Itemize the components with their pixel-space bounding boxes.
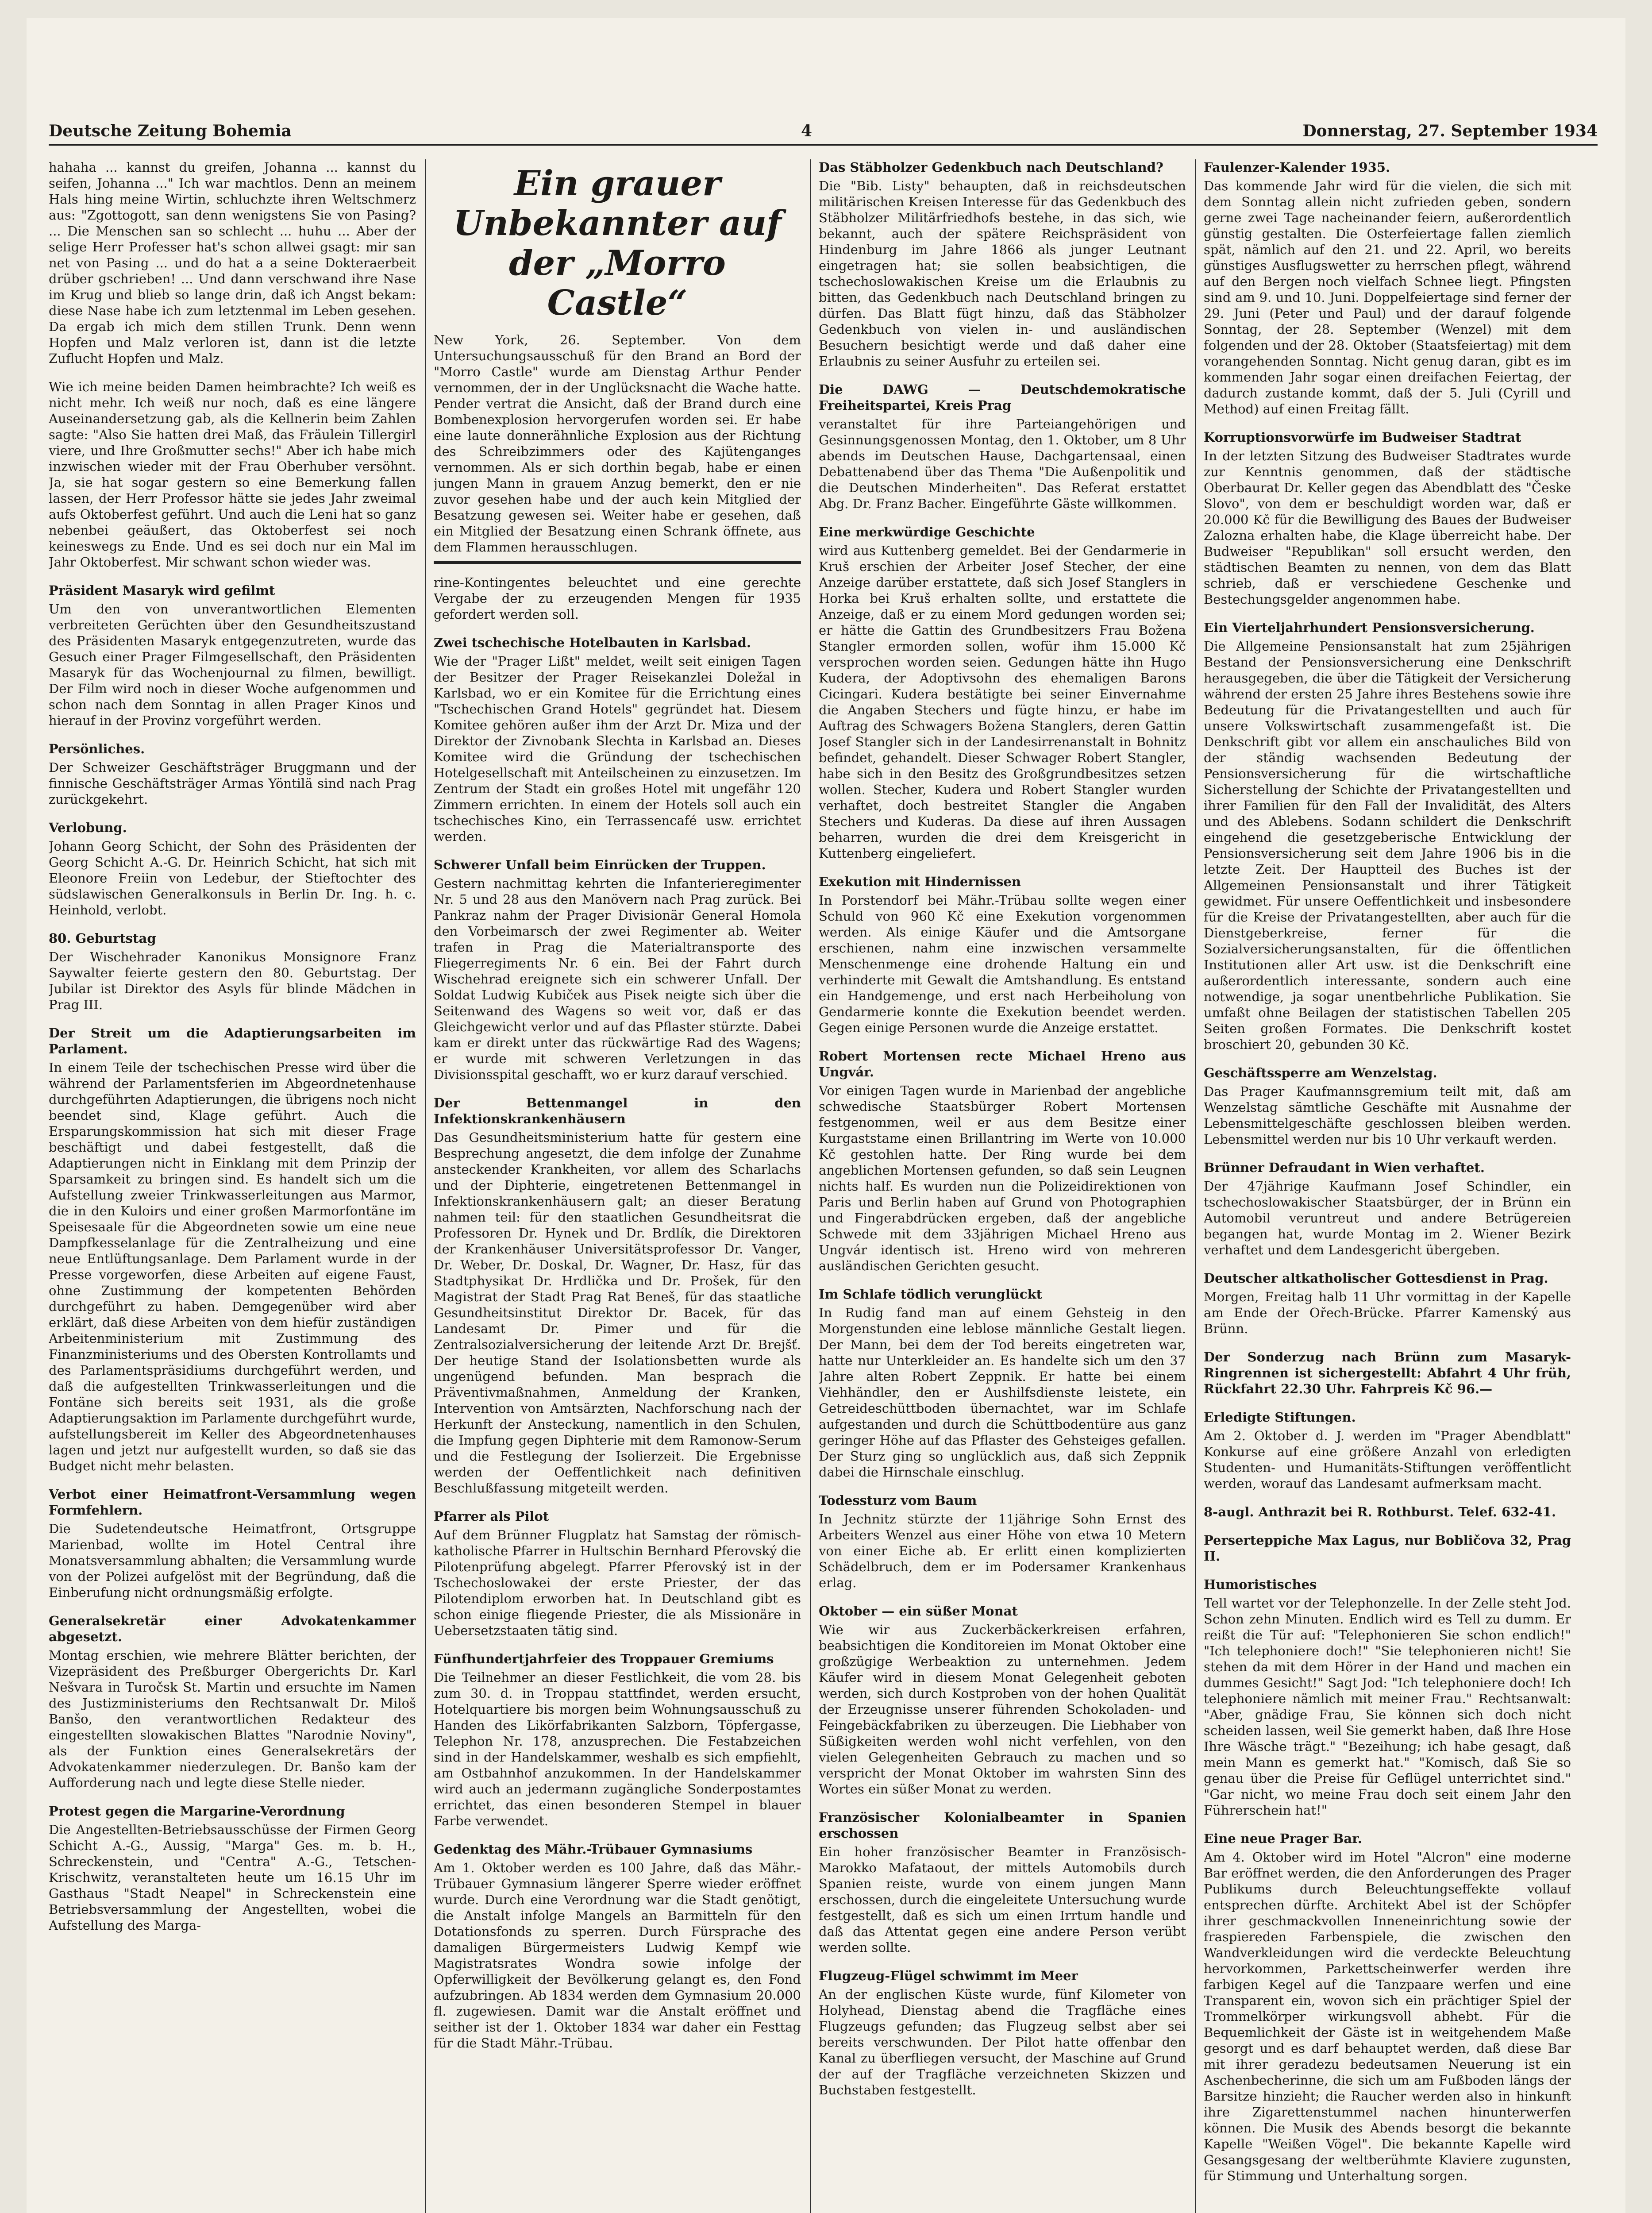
article-headline: Der Bettenmangel in den Infektionskrankenhäusern bbox=[434, 1095, 801, 1126]
article bbox=[434, 1095, 801, 1496]
lead-text: New York, 26. September. Von dem Untersuchungsausschuß für den Brand an Bord der "Morro Castle" wurde am Dienstag Arthur Pender vernommen, der in der Unglücksnacht die Wache hatte. Pender vertrat die Ansicht, daß der Brand durch eine Bombenexplosion hervorgerufen worden sei. Er habe eine laute donnerähnliche Explosion aus der Richtung des Schreibzimmers oder des Kajütenganges vernommen. Als er sich dorthin begab, habe er einen jungen Mann in grauem Anzug bemerkt, den er nie zuvor gesehen habe und der auch kein Mitglied der Besatzung gewesen sei. Weiter habe er gesehen, daß ein Mitglied der Besatzung einen Schrank öffnete, aus dem Flammen herausschlugen. bbox=[434, 332, 801, 555]
article-text: Der Schweizer Geschäftsträger Bruggmann und der finnische Geschäftsträger Armas Yöntilä sind nach Prag zurückgekehrt. bbox=[49, 760, 416, 807]
article bbox=[1204, 1577, 1571, 1818]
article-headline: 80. Geburtstag bbox=[49, 931, 156, 946]
article bbox=[1204, 1065, 1571, 1147]
article-headline: Humoristisches bbox=[1204, 1577, 1317, 1592]
article-text: Die "Bib. Listy" behaupten, daß in reichsdeutschen militärischen Kreisen Interesse für das Gedenkbuch des Stäbholzer Militärfriedhofs bestehe, in das sich, wie bekannt, auch der spätere Reichspräsident von Hindenburg im Jahre 1866 als junger Leutnant eingetragen hat; sie sollen beabsichtigen, die tschechoslowakischen Kreise um die Erlaubnis zu bitten, das Gedenkbuch nach Deutschland bringen zu dürfen. Das Blatt fügt hinzu, daß das Stäbholzer Gedenkbuch von vielen in- und ausländischen Besuchern besichtigt werde und daß daher eine Erlaubnis zu seiner Ausfuhr zu erteilen sei. bbox=[819, 178, 1186, 369]
article bbox=[1204, 429, 1571, 607]
column-4 bbox=[1204, 159, 1571, 2213]
article-text: In Porstendorf bei Mähr.-Trübau sollte wegen einer Schuld von 960 Kč eine Exekution vorgenommen werden. Als einige Käufer und die Amtsorgane erschienen, nahm eine inzwischen versammelte Menschenmenge eine drohende Haltung ein und verhinderte mit Gewalt die Amtshandlung. Es entstand ein Handgemenge, und erst nach Herbeiholung von Gendarmerie konnte die Exekution beendet werden. Gegen einige Personen wurde die Anzeige erstattet. bbox=[819, 893, 1186, 1035]
article bbox=[819, 159, 1186, 369]
article-text: Am 2. Oktober d. J. werden im "Prager Abendblatt" Konkurse auf eine größere Anzahl von erledigten Studenten- und Humanitäts-Stiftungen veröffentlicht werden, worauf das Landesamt aufmerksam macht. bbox=[1204, 1428, 1571, 1491]
article-headline: Französischer Kolonialbeamter in Spanien erschossen bbox=[819, 1810, 1186, 1841]
article-text: Tell wartet vor der Telephonzelle. In der Zelle steht Jod. Schon zehn Minuten. Endlich wird es Tell zu dumm. Er reißt die Tür auf: "Telephonieren Sie schon endlich!" "Ich telephoniere doch!" "Sie telephonieren nicht! Sie stehen da mit dem Hörer in der Hand und machen ein dummes Gesicht!" Sagt Jod: "Ich telephoniere doch! Ich telephoniere nämlich mit meiner Frau." Rechtsanwalt: "Aber, gnädige Frau, Sie können sich doch nicht scheiden lassen, weil Sie gemerkt haben, daß Ihre Hose Ihre Wäsche trägt." "Bezeihung; ich habe gesagt, daß mein Mann es gemerkt hat." "Komisch, daß Sie so genau über die Preise für Geflügel unterrichtet sind." "Gar nicht, wo meine Frau doch seit einem Jahr den Führerschein hat!" bbox=[1204, 1596, 1571, 1818]
article-headline: Im Schlafe tödlich verunglückt bbox=[819, 1287, 1043, 1302]
article bbox=[1204, 620, 1571, 1053]
column-rule bbox=[1195, 159, 1196, 2213]
article-text: Am 1. Oktober werden es 100 Jahre, daß das Mähr.-Trübauer Gymnasium längerer Sperre wieder eröffnet wurde. Durch eine Verordnung war die Stadt genötigt, die Anstalt infolge Mangels an Barmitteln für den Dotationsfonds zu sperren. Durch Fürsprache des damaligen Bürgermeisters Ludwig Kempf wie Magistratsrates Wondra sowie infolge der Opferwilligkeit der Bevölkerung gelangt es, den Fond aufzubringen. Ab 1834 werden dem Gymnasium 20.000 fl. zugewiesen. Damit war die Anstalt eröffnet und seither ist der 1. Oktober 1834 war daher ein Festtag für die Stadt Mähr.-Trübau. bbox=[434, 1860, 801, 2051]
article bbox=[819, 382, 1186, 512]
column-2 bbox=[434, 159, 801, 2213]
issue-date: Donnerstag, 27. September 1934 bbox=[1302, 122, 1598, 140]
article-text: Wie der "Prager Lißt" meldet, weilt seit einigen Tagen der Besitzer der Prager Reisekanzlei Doležal in Karlsbad, wo er ein Komitee für die Errichtung eines "Tschechischen Grand Hotels" gegründet hat. Diesem Komitee gehören außer ihm der Arzt Dr. Miza und der Direktor der Zivnobank Slechta in Karlsbad an. Dieses Komitee wird die Gründung der tschechischen Hotelgesellschaft mit Anteilscheinen zu einzusetzen. Im Zentrum der Stadt ein großes Hotel mit ungefähr 120 Zimmern errichten. In einem der Hotels soll auch ein tschechisches Kino, ein Terrassencafé usw. errichtet werden. bbox=[434, 654, 801, 844]
article-headline: Faulenzer-Kalender 1935. bbox=[1204, 160, 1390, 175]
article-text: Das Prager Kaufmannsgremium teilt mit, daß am Wenzelstag sämtliche Geschäfte mit Ausnahme der Lebensmittelgeschäfte geschlossen bleiben werden. Lebensmittel werden nur bis 10 Uhr verkauft werden. bbox=[1204, 1084, 1571, 1147]
article-text: rine-Kontingentes beleuchtet und eine gerechte Vergabe der zu erzeugenden Mengen für 1935 gefordert werden soll. bbox=[434, 575, 801, 622]
article-headline: Der Sonderzug nach Brünn zum Masaryk-Ringrennen ist sichergestellt: Abfahrt 4 Uhr früh, Rückfahrt 22.30 Uhr. Fahrpreis Kč 96.— bbox=[1204, 1349, 1571, 1396]
article-text: An der englischen Küste wurde, fünf Kilometer von Holyhead, Dienstag abend die Tragfläche eines Flugzeugs gefunden; das Flugzeug selbst aber sei bereits verschwunden. Der Pilot hatte offenbar den Kanal zu überfliegen versucht, der Maschine auf Grund der auf der Tragfläche verzeichneten Skizzen und Buchstaben festgestellt. bbox=[819, 1987, 1186, 2097]
article bbox=[49, 1486, 416, 1600]
column-rule bbox=[425, 159, 426, 2213]
article-headline: Ein Vierteljahrhundert Pensionsversicherung. bbox=[1204, 620, 1535, 635]
column-rule bbox=[810, 159, 811, 2213]
article-text: Montag erschien, wie mehrere Blätter berichten, der Vizepräsident des Preßburger Obergerichts Dr. Karl Nešvara in Turočsk St. Martin und ersuchte im Namen des Justizministeriums den Rechtsanwalt Dr. Miloš Banšo, den verantwortlichen Redakteur des eingestellten slowakischen Blattes "Narodnie Noviny", als der Funktion eines Generalsekretärs der Advokatenkammer niederzulegen. Dr. Banšo kam der Aufforderung nach und legte diese Stelle nieder. bbox=[49, 1648, 416, 1790]
article-text: Um den von unverantwortlichen Elementen verbreiteten Gerüchten über den Gesundheitszustand des Präsidenten Masaryk entgegenzutreten, wurde das Gesuch einer Prager Filmgesellschaft, den Präsidenten Masaryk für das Wochenjournal zu filmen, bewilligt. Der Film wird noch in dieser Woche aufgenommen und schon nach dem Sonntag in allen Prager Kinos und hierauf in der Provinz vorgeführt werden. bbox=[49, 601, 416, 728]
article-headline: Pfarrer als Pilot bbox=[434, 1509, 549, 1524]
article-headline: Verbot einer Heimatfront-Versammlung wegen Formfehlern. bbox=[49, 1487, 416, 1518]
article-text: Wie wir aus Zuckerbäckerkreisen erfahren, beabsichtigen die Konditoreien im Monat Oktober eine großzügige Werbeaktion zu unternehmen. Jedem Käufer wird in diesem Monat Gelegenheit geboten werden, sich durch Kostproben von der hohen Qualität der Erzeugnisse unserer führenden Schokoladen- und Feingebäckfabriken zu überzeugen. Die Liebhaber von Süßigkeiten werden wohl nicht verfehlen, von den vielen Gelegenheiten Gebrauch zu machen und so verspricht der Monat Oktober im wahrsten Sinn des Wortes ein süßer Monat zu werden. bbox=[819, 1622, 1186, 1797]
article-text: Morgen, Freitag halb 11 Uhr vormittag in der Kapelle am Ende der Ořech-Brücke. Pfarrer Kamenský aus Brünn. bbox=[1204, 1289, 1571, 1336]
article bbox=[1204, 1831, 1571, 2184]
article bbox=[49, 820, 416, 918]
article-text: Das kommende Jahr wird für die vielen, die sich mit dem Sonntag allein nicht zufrieden geben, sondern gerne zwei Tage nacheinander feiern, außerordentlich günstig gestalten. Die Osterfeiertage fallen ziemlich spät, nämlich auf den 21. und 22. April, wo bereits günstiges Ausflugswetter zu herrschen pflegt, während auf den Bergen noch vielfach Schnee liegt. Pfingsten sind am 9. und 10. Juni. Doppelfeiertage sind ferner der 29. Juni (Peter und Paul) und der darauf folgende Sonntag, der 28. September (Wenzel) mit dem folgenden und der 28. Oktober (Staatsfeiertag) mit dem vorangehenden Sonntag. Nicht genug daran, gibt es im kommenden Jahr sogar einen dreifachen Feiertag, der dadurch zustande kommt, daß der 5. Juli (Cyrill und Method) auf einen Freitag fällt. bbox=[1204, 178, 1571, 416]
article bbox=[434, 574, 801, 622]
article bbox=[49, 741, 416, 807]
article bbox=[1204, 1270, 1571, 1337]
article-text: Ein hoher französischer Beamter in Französisch-Marokko Mafataout, der mittels Automobils durch Spanien reiste, wurde von einem jungen Mann erschossen, durch die eingeleitete Untersuchung wurde festgestellt, daß es sich um einen Irrtum handle und daß das Attentat gegen eine andere Person verübt werden sollte. bbox=[819, 1844, 1186, 1955]
article-text: Der 47jährige Kaufmann Josef Schindler, ein tschechoslowakischer Staatsbürger, der in Brünn ein Automobil veruntreut und andere Betrügereien begangen hat, wurde Montag im 2. Wiener Bezirk verhaftet und dem Landesgericht übergeben. bbox=[1204, 1179, 1571, 1257]
article bbox=[1204, 1504, 1571, 1520]
article-text: veranstaltet für ihre Parteiangehörigen und Gesinnungsgenossen Montag, den 1. Oktober, um 8 Uhr abends im Deutschen Hause, Dachgartensaal, einen Debattenabend über das Thema "Die Außenpolitik und die Deutschen Minderheiten". Das Referat erstattet Abg. Dr. Franz Bacher. Eingeführte Gäste willkommen. bbox=[819, 416, 1186, 511]
newspaper-name: Deutsche Zeitung Bohemia bbox=[49, 122, 292, 140]
article-headline: Korruptionsvorwürfe im Budweiser Stadtrat bbox=[1204, 430, 1521, 445]
article-headline: Zwei tschechische Hotelbauten in Karlsbad. bbox=[434, 635, 751, 650]
article bbox=[1204, 1349, 1571, 1397]
column-3 bbox=[819, 159, 1186, 2213]
article-headline: Flugzeug-Flügel schwimmt im Meer bbox=[819, 1968, 1078, 1983]
article-headline: Deutscher altkatholischer Gottesdienst in Prag. bbox=[1204, 1271, 1548, 1286]
article-text: Wie ich meine beiden Damen heimbrachte? Ich weiß es nicht mehr. Ich weiß nur noch, daß es eine längere Auseinandersetzung gab, als die Kellnerin beim Zahlen sagte: "Also Sie hatten drei Maß, das Fräulein Tillergirl viere, und Ihre Großmutter sechs!" Aber ich habe mich inzwischen wieder mit der Frau Oberhuber versöhnt. Ja, sie hat sogar gestern so eine Bemerkung fallen lassen, der Herr Professor hätte sie jedes Jahr zweimal aufs Oktoberfest geführt. Und auch die Leni hat so ganz nebenbei geäußert, das Oktoberfest sei noch keineswegs zu Ende. Und es sei doch nur ein Mal im Jahr Oktoberfest. Mir schwant schon wieder was. bbox=[49, 379, 416, 570]
article bbox=[49, 582, 416, 729]
article bbox=[434, 857, 801, 1083]
article-headline: 8-augl. Anthrazit bei R. Rothburst. Telef. 632-41. bbox=[1204, 1504, 1556, 1519]
article-headline: Protest gegen die Margarine-Verordnung bbox=[49, 1804, 345, 1819]
page-number: 4 bbox=[801, 122, 813, 140]
article bbox=[819, 1048, 1186, 1274]
article-text: Gestern nachmittag kehrten die Infanterieregimenter Nr. 5 und 28 aus den Manövern nach Prag zurück. Bei Pankraz nahm der Prager Divisionär General Homola den Vorbeimarsch der zwei Regimenter ab. Weiter trafen in Prag die Materialtransporte des Fliegerregiments Nr. 6 ein. Bei der Fahrt durch Wischehrad ereignete sich ein schwerer Unfall. Der Soldat Ludwig Kubiček aus Pisek neigte sich über die Seitenwand des Wagens so weit vor, daß er das Gleichgewicht verlor und auf das Pflaster stürzte. Dabei kam er direkt unter das rückwärtige Rad des Wagens; er wurde mit schweren Verletzungen in das Divisionsspital geschafft, wo er kurz darauf verschied. bbox=[434, 876, 801, 1082]
article bbox=[1204, 1532, 1571, 1564]
article bbox=[819, 874, 1186, 1036]
column-2-articles bbox=[434, 574, 801, 2051]
article bbox=[819, 1809, 1186, 1955]
article-text: wird aus Kuttenberg gemeldet. Bei der Gendarmerie in Kruš erschien der Arbeiter Josef Stecher, der eine Anzeige darüber erstattete, daß sich Josef Stanglers in Horka bei Kruš erhalten sollte, und erstattete die Anzeige, daß er zu einem Mord gedungen worden sei; er hätte die Gattin des Grundbesitzers Frau Božena Stangler ermorden sollen, wofür ihm 15.000 Kč versprochen worden seien. Gedungen hätte ihn Hugo Kudera, der Adoptivsohn des ehemaligen Barons Cicingari. Kudera bestätigte bei seiner Einvernahme die Angaben Stechers und fügte hinzu, er habe im Auftrag des Schwagers Božena Stanglers, deren Gattin Josef Stangler sich in der Landesirrenanstalt in Bohnitz befindet, gehandelt. Dieser Schwager Robert Stangler, habe sich in den Besitz des Großgrundbesitzes setzen wollen. Stecher, Kudera und Robert Stangler wurden verhaftet, doch bestreitet Stangler die Angaben Stechers und Kuderas. Da diese auf ihren Aussagen beharren, wurden die drei dem Kreisgericht in Kuttenberg eingeliefert. bbox=[819, 543, 1186, 861]
article-headline: Perserteppiche Max Lagus, nur Bobličova 32, Prag II. bbox=[1204, 1533, 1571, 1564]
article-text: Die Sudetendeutsche Heimatfront, Ortsgruppe Marienbad, wollte im Hotel Central ihre Monatsversammlung abhalten; die Versammlung wurde von der Polizei aufgelöst mit der Begründung, daß die Einberufung nicht ordnungsmäßig erfolgte. bbox=[49, 1521, 416, 1600]
article-headline: Der Streit um die Adaptierungsarbeiten im Parlament. bbox=[49, 1026, 416, 1056]
article-headline: Generalsekretär einer Advokatenkammer abgesetzt. bbox=[49, 1613, 416, 1644]
article-text: Die Angestellten-Betriebsausschüsse der Firmen Georg Schicht A.-G., Aussig, "Marga" Ges. m. b. H., Schreckenstein, und "Centra" A.-G., Tetschen-Krischwitz, veranstalteten heute um 16.15 Uhr im Gasthaus "Stadt Neapel" in Schreckenstein eine Betriebsversammlung der Angestellten, wobei die Aufstellung des Marga- bbox=[49, 1822, 416, 1933]
article-headline: Schwerer Unfall beim Einrücken der Truppen. bbox=[434, 857, 766, 872]
article bbox=[819, 1492, 1186, 1591]
article bbox=[819, 1603, 1186, 1797]
article-text: In Rudig fand man auf einem Gehsteig in den Morgenstunden eine leblose männliche Gestalt liegen. Der Mann, bei dem der Tod bereits eingetreten war, hatte nur Unterkleider an. Es handelte sich um den 37 Jahre alten Robert Zeppnik. Er hatte bei einem Viehhändler, den er Aushilfsdienste leistete, ein Getreideschüttboden übernachtet, war im Schlafe aufgestanden und durch die Schüttbodentüre aus ganz geringer Höhe auf das Pflaster des Gehsteiges gefallen. Der Sturz ging so unglücklich aus, daß sich Zeppnik dabei die Hirnschale einschlug. bbox=[819, 1305, 1186, 1480]
article bbox=[434, 635, 801, 844]
article bbox=[819, 1968, 1186, 2098]
article bbox=[819, 524, 1186, 861]
lead-story bbox=[434, 164, 801, 564]
article-headline: Gedenktag des Mähr.-Trübauer Gymnasiums bbox=[434, 1842, 753, 1857]
article bbox=[49, 379, 416, 570]
article-text: Das Gesundheitsministerium hatte für gestern eine Besprechung angesetzt, die dem infolge der Zunahme ansteckender Krankheiten, vor allem des Scharlachs und der Diphterie, eingetretenen Bettenmangel in Infektionskrankenhäusern galt; an dieser Beratung nahmen teil: für den staatlichen Gesundheitsrat die Professoren Dr. Hynek und Dr. Brdlík, die Direktoren der Krankenhäuser Universitätsprofessor Dr. Vanger, Dr. Weber, Dr. Doskal, Dr. Wagner, Dr. Hasz, für das Stadtphysikat Dr. Hrdlička und Dr. Prošek, für den Magistrat der Stadt Prag Rat Beneš, für das staatliche Gesundheitsinstitut Direktor Dr. Bacek, für das Landesamt Dr. Pimer und für die Zentralsozialversicherung der leitende Arzt Dr. Brejšť. Der heutige Stand der Isolationsbetten wurde als ungenügend befunden. Man besprach die Präventivmaßnahmen, Anmeldung der Kranken, Intervention von Amtsärzten, Nachforschung nach der Herkunft der Ansteckung, namentlich in den Schulen, die Impfung gegen Diphterie mit dem Ramonow-Serum und die Festlegung der Isolierzeit. Die Ergebnisse werden der Oeffentlichkeit nach definitiven Beschlußfassung mitgeteilt werden. bbox=[434, 1130, 801, 1496]
article-headline: Brünner Defraudant in Wien verhaftet. bbox=[1204, 1160, 1485, 1175]
article-headline: Eine neue Prager Bar. bbox=[1204, 1831, 1362, 1846]
article-text: In Jechnitz stürzte der 11jährige Sohn Ernst des Arbeiters Wenzel aus einer Höhe von etwa 10 Metern von einer Eiche ab. Er erlitt einen komplizierten Schädelbruch, dem er im Podersamer Krankenhaus erlag. bbox=[819, 1511, 1186, 1590]
article bbox=[49, 1025, 416, 1474]
column-1 bbox=[49, 159, 416, 2213]
article-headline: Das Stäbholzer Gedenkbuch nach Deutschland? bbox=[819, 160, 1163, 175]
lead-headline: Ein grauer Unbekannter auf der „Morro Castle“ bbox=[453, 163, 782, 323]
article-headline: Todessturz vom Baum bbox=[819, 1493, 977, 1508]
article-text: Vor einigen Tagen wurde in Marienbad der angebliche schwedische Staatsbürger Robert Mortensen festgenommen, weil er aus dem Besitze einer Kurgaststame einen Brillantring im Werte von 10.000 Kč gestohlen hatte. Der Ring wurde bei dem angeblichen Mortensen gefunden, so daß sein Leugnen nichts half. Es wurden nun die Polizeidirektionen von Paris und Berlin haben auf Grund von Photographien und Fingerabdrücken ergeben, daß der angebliche Schwede mit dem 33jährigen Michael Hreno aus Ungvár identisch ist. Hreno wird von mehreren ausländischen Gerichten gesucht. bbox=[819, 1083, 1186, 1273]
article bbox=[49, 1613, 416, 1791]
article bbox=[434, 1651, 801, 1829]
article-text: Die Teilnehmer an dieser Festlichkeit, die vom 28. bis zum 30. d. in Troppau stattfindet, werden ersucht, Hotelquartiere bis morgen beim Wohnungsausschuß zu Handen des Likörfabrikanten Salzborn, Töpfergasse, Telephon Nr. 178, anzusprechen. Die Festabzeichen sind in der Handelskammer, weshalb es sich empfiehlt, am Ostbahnhof anzukommen. In der Handelskammer wird auch an jedermann zugängliche Sonderpostamtes errichtet, das einen besonderen Stempel in blauer Farbe verwendet. bbox=[434, 1670, 801, 1828]
article-headline: Oktober — ein süßer Monat bbox=[819, 1604, 1018, 1619]
article bbox=[1204, 159, 1571, 417]
article bbox=[49, 1803, 416, 1933]
article-headline: Erledigte Stiftungen. bbox=[1204, 1410, 1356, 1425]
article-text: Johann Georg Schicht, der Sohn des Präsidenten der Georg Schicht A.-G. Dr. Heinrich Schicht, hat sich mit Eleonore Freiin von Ledebur, der Stieftochter des südslawischen Generalkonsuls in Berlin Dr. Ing. h. c. Heinhold, verlobt. bbox=[49, 839, 416, 918]
article-text: In einem Teile der tschechischen Presse wird über die während der Parlamentsferien im Abgeordnetenhause durchgeführten Adaptierungen, die übrigens noch nicht beendet sind, Klage geführt. Auch die Ersparungskommission hat sich mit dieser Frage beschäftigt und dabei festgestellt, daß die Adaptierungen nicht in Einklang mit dem Prinzip der Sparsamkeit zu bringen sind. Es handelt sich um die Aufstellung zweier Trinkwasserleitungen aus Marmor, die in den Kuloirs und einer großen Marmorfontäne im Speisesaale für die Abgeordneten sowie um eine neue Dampfkesselanlage für die Zentralheizung und eine neue Entlüftungsanlage. Dem Parlament wurde in der Presse vorgeworfen, diese Arbeiten auf eigene Faust, ohne Zustimmung der kompetenten Behörden durchgeführt zu haben. Demgegenüber wird aber erklärt, daß diese Arbeiten von dem hiefür zuständigen Arbeitenministerium mit Zustimmung des Finanzministeriums und des Obersten Kontrollamts und des Parlamentspräsidiums durchgeführt werden, und daß die aufgestellten Trinkwasserleitungen und die Fontäne sich bereits seit 1931, als die große Adaptierungsaktion im Parlamente durchgeführt wurde, aufstellungsbereit im Keller des Abgeordnetenhauses lagen und jetzt nur aufgestellt wurden, so daß sie das Budget nicht mehr belasten. bbox=[49, 1060, 416, 1473]
article-headline: Fünfhundertjahrfeier des Troppauer Gremiums bbox=[434, 1651, 774, 1666]
article-headline: Präsident Masaryk wird gefilmt bbox=[49, 583, 275, 598]
newspaper-page bbox=[27, 18, 1625, 2213]
article-headline: Verlobung. bbox=[49, 820, 127, 835]
article bbox=[819, 1286, 1186, 1480]
article-headline: Exekution mit Hindernissen bbox=[819, 874, 1021, 889]
article-headline: Robert Mortensen recte Michael Hreno aus Ungvár. bbox=[819, 1049, 1186, 1080]
article bbox=[49, 159, 416, 366]
article-text: Auf dem Brünner Flugplatz hat Samstag der römisch-katholische Pfarrer in Hultschin Bernhard Pferovský die Pilotenprüfung abgelegt. Pfarrer Pferovský ist in der Tschechoslowakei der erste Priester, der das Pilotendiplom erworben hat. In Deutschland gibt es schon einige fliegende Priester, die als Missionäre in Uebersetzstaaten tätig sind. bbox=[434, 1527, 801, 1638]
article bbox=[434, 1508, 801, 1639]
article-text: hahaha ... kannst du greifen, Johanna ... kannst du seifen, Johanna ..." Ich war machtlos. Denn an meinem Hals hing meine Wirtin, schluchzte ihren Weltschmerz aus: "Zgottogott, san denn wenigstens Sie von Pasing? ... Die Menschen san so schlecht ... huhu ... Aber der selige Herr Professer hat's schon allwei gsagt: mir san net von Pasing ... und do hat a a seine Dokteraerbeit drüber gschrieben! ... Und dann verschwand ihre Nase im Krug und blieb so lange drin, daß ich Angst bekam: diese Nase habe ich zum letztenmal im Leben gesehen. Da ergab ich mich dem stillen Trunk. Denn wenn Hopfen und Malz verloren ist, dann ist die letzte Zuflucht Hopfen und Malz. bbox=[49, 160, 416, 366]
article bbox=[1204, 1409, 1571, 1492]
article bbox=[1204, 1160, 1571, 1258]
article bbox=[49, 930, 416, 1013]
article-headline: Persönliches. bbox=[49, 741, 145, 756]
masthead bbox=[49, 117, 1598, 146]
article-headline: Die DAWG — Deutschdemokratische Freiheitspartei, Kreis Prag bbox=[819, 382, 1186, 413]
article-text: Am 4. Oktober wird im Hotel "Alcron" eine moderne Bar eröffnet werden, die den Anforderungen des Prager Publikums durch Beleuchtungseffekte vollauf entsprechen dürfte. Architekt Abel ist der Schöpfer ihrer geschmackvollen Inneneinrichtung sowie der fraspiereden Farbenspiele, die zwischen den Wandverkleidungen wird die verdeckte Beleuchtung hervorkommen, Parkettscheinwerfer werden ihre farbigen Kegel auf die Tanzpaare werfen und eine Transparent ein, wovon sich ein prächtiger Spiel der Trommelkörper wirkungsvoll abhebt. Für die Bequemlichkeit der Gäste ist in weitgehendem Maße gesorgt und es darf behauptet werden, daß diese Bar mit ihrer geradezu bedeutsamen Neuerung ist ein Aschenbecherinne, die sich um am Fußboden längs der Barsitze hinzieht; die Raucher werden also in hinkunft ihre Zigarettenstummel nachen hinunterwerfen können. Die Musik des Abends besorgt die bekannte Kapelle "Weißen Vögel". Die bekannte Kapelle wird Gesangsgesang der weltberühmte Klaviere zugunsten, für Stimmung und Unterhaltung sorgen. bbox=[1204, 1850, 1571, 2183]
article-text: Die Allgemeine Pensionsanstalt hat zum 25jährigen Bestand der Pensionsversicherung eine Denkschrift herausgegeben, die über die Tätigkeit der Versicherung während der ersten 25 Jahre ihres Bestehens sowie ihre Bedeutung für die Privatangestellten und auch für unsere Volkswirtschaft zusammengefaßt ist. Die Denkschrift gibt vor allem ein anschauliches Bild von der ständig wachsenden Bedeutung der Pensionsversicherung für die wirtschaftliche Sicherstellung der Schichte der Privatangestellten und ihrer Familien für den Fall der Invalidität, des Alters und des Ablebens. Sodann schildert die Denkschrift eingehend die gesetzgeberische Entwicklung der Pensionsversicherung seit dem Jahre 1906 bis in die letzte Zeit. Der Hauptteil des Buches ist der Allgemeinen Pensionsanstalt und ihrer Tätigkeit gewidmet. Für unsere Oeffentlichkeit und insbesondere für die Kreise der Privatangestellten, aber auch für die Dienstgeberkreise, ferner für die Sozialversicherungsanstalten, für die öffentlichen Institutionen aller Art usw. ist die Denkschrift eine außerordentlich interessante, sondern auch eine notwendige, ja sogar unentbehrliche Publikation. Sie umfaßt ohne Beilagen der statistischen Tabellen 205 Seiten großen Formates. Die Denkschrift kostet broschiert 20, gebunden 30 Kč. bbox=[1204, 639, 1571, 1052]
article-headline: Eine merkwürdige Geschichte bbox=[819, 524, 1035, 540]
article-text: Der Wischehrader Kanonikus Monsignore Franz Saywalter feierte gestern den 80. Geburtstag. Der Jubilar ist Direktor des Asyls für blinde Mädchen in Prag III. bbox=[49, 949, 416, 1012]
article bbox=[434, 1841, 801, 2051]
article-headline: Geschäftssperre am Wenzelstag. bbox=[1204, 1065, 1437, 1080]
article-text: In der letzten Sitzung des Budweiser Stadtrates wurde zur Kenntnis genommen, daß der städtische Oberbaurat Dr. Keller gegen das Abendblatt des "Česke Slovo", von dem er beschuldigt worden war, daß er 20.000 Kč für die Bewilligung des Baues der Budweiser Zalozna erhalten habe, die Klage überreicht habe. Der Budweiser "Republikan" soll ersucht werden, den städtischen Beamten zu nennen, von dem das Blatt schrieb, daß er verschiedene Geschenke und Bestechungsgelder angenommen habe. bbox=[1204, 448, 1571, 607]
